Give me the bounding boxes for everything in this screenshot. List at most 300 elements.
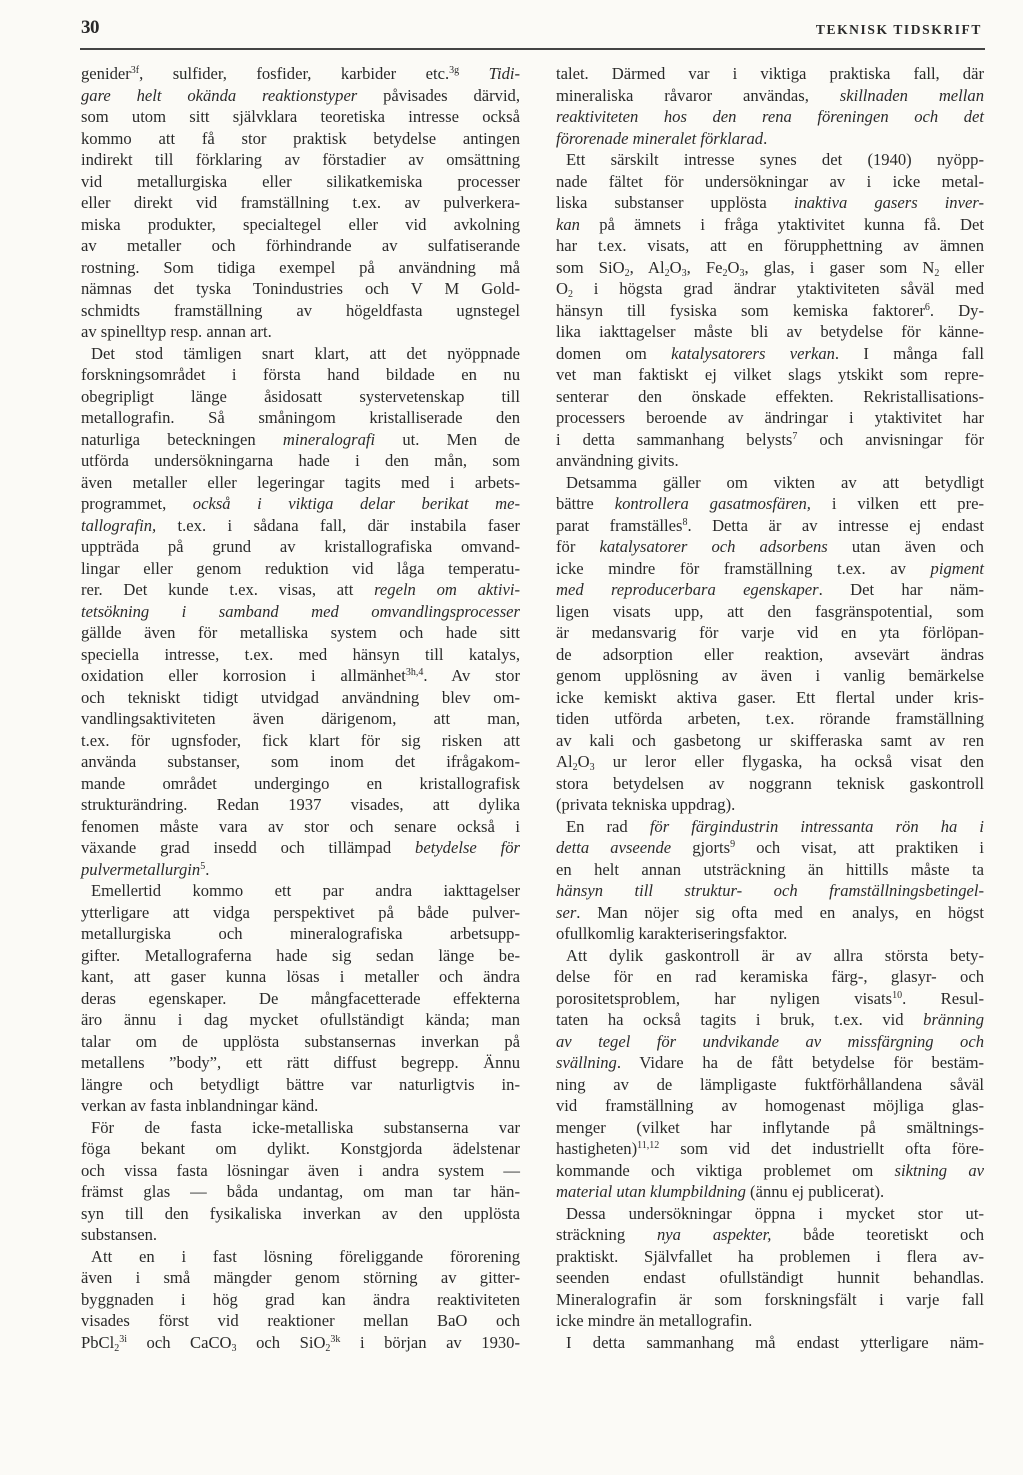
text-run: Al (556, 752, 573, 771)
text-line (556, 85, 984, 107)
text-run: talet. Därmed var i viktiga praktiska fall, där (556, 64, 984, 83)
text-run: processers beroende av ändringar i ytaktivitet har (556, 408, 984, 427)
text-run: forskningsområdet i första hand bildade en nu (81, 365, 520, 384)
text-line (556, 278, 984, 300)
chemical-subscript: 2 (567, 289, 573, 300)
text-line (81, 794, 520, 816)
text-line (556, 773, 984, 795)
header-rule (80, 48, 985, 50)
text-line (556, 1310, 984, 1332)
text-run: lika iakttagelser måste bli av betydelse för känne- (556, 322, 984, 341)
text-run: verkan av fasta inblandningar känd. (81, 1096, 319, 1115)
text-run: föga bekant om dylikt. Konstgjorda ädelstenar (81, 1139, 520, 1158)
text-run: naturliga beteckningen (81, 429, 283, 449)
text-line (81, 837, 520, 859)
text-run: sträckning (556, 1225, 657, 1244)
text-run: O (669, 257, 682, 277)
text-line (556, 1246, 984, 1268)
text-run: indirekt till förklaring av förstadier av omsättning (81, 150, 520, 169)
reference-superscript: 9 (730, 839, 736, 850)
text-run: senterar den önskade effekten. Rekristallisations- (556, 386, 984, 406)
italic-text: reaktiviteten hos den rena föreningen och det (556, 107, 984, 126)
italic-text: för färgindustrin intressanta rön ha i (649, 816, 985, 836)
paragraph (556, 63, 984, 149)
chemical-subscript: 2 (114, 1342, 120, 1354)
text-line (556, 751, 984, 773)
text-run: ofullkomlig karakteriseringsfaktor. (556, 924, 788, 943)
text-run: . Dy- (929, 300, 984, 320)
text-run: byggnaden i hög grad kan ändra reaktiviteten (81, 1289, 520, 1309)
chemical-subscript: 2 (934, 267, 940, 279)
text-line (556, 687, 984, 709)
text-line (556, 214, 984, 236)
text-line (81, 665, 520, 687)
text-run: även i små mängder genom störning av gitter- (81, 1268, 520, 1287)
text-line (556, 601, 984, 623)
text-line (81, 1310, 520, 1332)
text-line (556, 343, 984, 365)
text-line (556, 708, 984, 730)
text-line (556, 622, 984, 644)
text-run: utförda undersökningarna hade i den mån, som (81, 451, 520, 470)
text-line (556, 257, 984, 279)
text-line (556, 1332, 984, 1354)
text-run: vet man faktiskt ej vilket slags ytskikt som repre- (556, 365, 984, 384)
text-run: Detsamma gäller om vikten av att betydligt (566, 472, 984, 492)
text-line (81, 321, 520, 343)
reference-superscript: 6 (924, 301, 930, 313)
text-run: Mineralografin är som forskningsfält i varje fall (556, 1289, 984, 1309)
text-run: i början av 1930- (340, 1332, 520, 1352)
text-run: vandlingsaktiviteten även därigenom, att man, (81, 709, 520, 728)
text-run: nade fältet för undersökningar av i icke metal- (556, 171, 984, 191)
text-line (81, 880, 520, 902)
text-run: nämnas det tyska Tonindustries och V M Gold- (81, 279, 520, 298)
text-run: genider (81, 64, 131, 83)
text-run: metallurgiska och mineralografiska arbetsupp- (81, 924, 520, 943)
text-line (556, 407, 984, 429)
text-run: lingar eller genom reduktion vid låga temperatu- (81, 558, 520, 578)
paragraph (556, 1332, 984, 1354)
chemical-subscript: 3 (589, 762, 595, 773)
italic-text: tetsökning i samband med omvandlingsprocesser (81, 601, 520, 621)
text-run: . Detta är av intresse ej endast (687, 515, 984, 535)
text-run: för (556, 537, 600, 556)
text-run: genom upplösning av även i vanlig bemärkelse (556, 666, 984, 685)
text-line (556, 1181, 984, 1203)
text-run: användning givits. (556, 451, 679, 470)
text-run: domen om (556, 343, 672, 363)
text-run: uppträda på grund av kristallografiska omvand- (81, 537, 520, 556)
text-line (556, 128, 984, 150)
text-run: . Man nöjer sig ofta med en analys, en högst (576, 902, 984, 922)
text-line (81, 730, 520, 752)
reference-superscript: 10 (892, 989, 903, 1001)
italic-text: pigment (930, 558, 984, 578)
text-line (81, 493, 520, 515)
text-line (81, 579, 520, 601)
text-line (556, 450, 984, 472)
text-line (81, 1031, 520, 1053)
text-line (81, 1160, 520, 1182)
text-run: miska produkter, specialtegel eller vid avkolning (81, 214, 520, 234)
text-run: vid framställning av homogenast möjliga glas- (556, 1096, 984, 1115)
left-column (81, 63, 520, 1353)
text-line (556, 1203, 984, 1225)
text-line (81, 386, 520, 408)
reference-superscript: 3f (130, 65, 140, 76)
reference-superscript: 5 (200, 860, 206, 872)
paragraph (556, 472, 984, 816)
text-line (81, 235, 520, 257)
text-run: och visat, att praktiken i (735, 838, 985, 857)
italic-text: bränning (923, 1010, 984, 1029)
italic-text: Tidi- (488, 64, 520, 83)
italic-text: katalysatorer och adsorbens (599, 537, 828, 556)
chemical-subscript: 2 (572, 762, 578, 773)
text-run: t.ex. i sådana fall, där instabila faser (156, 515, 520, 535)
text-run: En rad (566, 816, 650, 836)
text-line (81, 558, 520, 580)
text-run: stora betydelsen av noggrann teknisk gaskontroll (556, 773, 984, 793)
text-run: och anvisningar för (797, 429, 984, 449)
text-line (556, 321, 984, 343)
text-run: bättre (556, 494, 615, 513)
text-line (556, 192, 984, 214)
text-line (81, 429, 520, 451)
text-run: metallografin. Så småningom kristalliserade den (81, 408, 520, 427)
text-run: mineraliska råvaror användas, (556, 85, 840, 105)
text-run: även metaller eller legeringar tagits med i arbets- (81, 472, 520, 492)
text-run: som vid det industriellt ofta före- (659, 1139, 984, 1158)
text-line (81, 1203, 520, 1225)
text-run: icke mindre för framställning t.ex. av (556, 558, 931, 578)
text-run: längre och betydligt bättre var naturligtvis in- (81, 1074, 520, 1094)
text-line (81, 773, 520, 795)
text-line (556, 558, 984, 580)
text-run: . Av stor (423, 666, 520, 685)
text-line (556, 923, 984, 945)
text-run: oxidation eller korrosion i allmänhet (81, 666, 406, 685)
text-line (81, 149, 520, 171)
text-run: ligen visats upp, att den fasgränspotential, som (556, 601, 984, 621)
text-run: syn till den fysikaliska inverkan av den upplösta (81, 1203, 520, 1223)
text-run: ytterligare att vidga perspektivet på både pulver- (81, 902, 520, 922)
italic-text: katalysatorers verkan (671, 343, 835, 363)
italic-text: med reproducerbara egenskaper (556, 580, 819, 599)
text-line (81, 1117, 520, 1139)
text-run: i högsta grad ändrar ytaktiviteten såväl med (572, 279, 984, 298)
text-line (556, 536, 984, 558)
italic-text: av tegel för undvikande av missfärgning och (556, 1031, 984, 1051)
text-run: Att en i fast lösning föreliggande förorening (91, 1246, 520, 1266)
text-run: , glas, i gaser som N (744, 257, 935, 277)
text-line (556, 880, 984, 902)
text-line (81, 171, 520, 193)
italic-text: gare helt okända reaktionstyper (81, 85, 358, 105)
text-line (81, 1181, 520, 1203)
text-run: och tekniskt tidigt utvidgad användning blev om- (81, 687, 520, 707)
text-line (556, 1138, 984, 1160)
journal-title: TEKNISK TIDSKRIFT (815, 22, 982, 37)
italic-text: kan (556, 214, 580, 234)
text-run: på ämnets i fråga ytaktivitet kunna få. Det (579, 214, 984, 234)
italic-text: detta avseende (556, 838, 672, 857)
text-line (556, 386, 984, 408)
text-run: . Resul- (902, 988, 984, 1008)
text-run: O (556, 279, 568, 298)
text-run: främst glas — båda undantag, om man tar hän- (81, 1182, 520, 1201)
italic-text: förorenade mineralet förklarad (556, 128, 764, 148)
text-line (81, 472, 520, 494)
text-run: kommande och viktiga problemet om (556, 1160, 895, 1180)
text-line (556, 1074, 984, 1096)
text-run: deras egenskaper. De mångfacetterade effekterna (81, 988, 520, 1008)
text-line (556, 966, 984, 988)
text-run: och SiO (236, 1332, 326, 1352)
text-line (556, 493, 984, 515)
text-line (81, 945, 520, 967)
text-run: speciella intresse, t.ex. med hänsyn till katalys, (81, 644, 520, 664)
paragraph (81, 1246, 520, 1354)
text-run: t.ex. för ugnsfoder, fick klart för sig risken att (81, 730, 520, 750)
text-run: Ett särskilt intresse synes det (1940) nyöpp- (566, 150, 984, 169)
text-line (81, 1289, 520, 1311)
text-line (556, 149, 984, 171)
italic-text: nya aspekter, (657, 1225, 772, 1244)
text-line (81, 644, 520, 666)
text-run: Det stod tämligen snart klart, att det nyöppnade (91, 343, 520, 363)
text-run: är medansvarig för varje vid en yta förlöpan- (556, 623, 984, 642)
text-run: Att dylik gaskontroll är av allra största bety- (566, 945, 984, 965)
text-run: rostning. Som tidiga exempel på användning må (81, 257, 520, 277)
text-run: O (577, 752, 590, 771)
text-line (81, 1074, 520, 1096)
text-line (556, 515, 984, 537)
text-run: programmet, (81, 494, 193, 513)
text-run: substansen. (81, 1225, 158, 1244)
text-run: Emellertid kommo ett par andra iakttagelser (91, 881, 520, 900)
italic-text: tallografin, (81, 515, 157, 535)
italic-text: siktning av (894, 1160, 985, 1180)
text-line (556, 429, 984, 451)
chemical-subscript: 2 (722, 267, 728, 279)
text-line (81, 601, 520, 623)
text-line (556, 63, 984, 85)
paragraph (556, 945, 984, 1203)
reference-superscript: 3k (330, 1333, 341, 1345)
text-line (556, 235, 984, 257)
text-line (81, 214, 520, 236)
paragraph (556, 816, 984, 945)
text-run: har t.ex. visats, att en förupphettning av ämnen (556, 236, 984, 255)
text-line (556, 837, 984, 859)
right-column (556, 63, 984, 1353)
text-run: Dessa undersökningar öppna i mycket stor ut- (566, 1203, 984, 1223)
chemical-subscript: 3 (739, 267, 745, 279)
text-line (556, 665, 984, 687)
text-run: de adsorption eller reaktion, avsevärt ändras (556, 644, 984, 664)
text-line (81, 1095, 520, 1117)
text-run: fenomen måste vara av stor och senare också i (81, 816, 520, 836)
reference-superscript: 3g (449, 65, 460, 76)
text-run: tiden utförda arbeten, t.ex. rörande framställning (556, 709, 984, 728)
text-line (81, 708, 520, 730)
text-line (81, 966, 520, 988)
text-run: som SiO (556, 257, 625, 277)
italic-text: mineralografi (282, 429, 376, 449)
chemical-subscript: 2 (664, 267, 670, 279)
text-line (556, 579, 984, 601)
text-run: av metaller och förhindrande av sulfatiserande (81, 236, 520, 255)
text-run: ur leror eller flygaska, ha också visat den (594, 752, 984, 771)
text-run: växande grad insedd och tillämpad (81, 838, 416, 857)
text-line (556, 816, 984, 838)
text-run: mande området undergingo en kristallografisk (81, 773, 520, 793)
italic-text: material utan klumpbildning (556, 1182, 746, 1201)
text-line (81, 1009, 520, 1031)
chemical-subscript: 2 (624, 267, 630, 279)
text-run: rer. Det kunde t.ex. visas, att (81, 580, 375, 599)
text-line (556, 171, 984, 193)
text-run: som utom sitt självklara teoretiska intresse också (81, 107, 520, 126)
text-run: I detta sammanhang må endast ytterligare näm- (566, 1332, 984, 1352)
italic-text: hänsyn till struktur- och framställningsbetingel- (556, 881, 984, 900)
text-run: . (763, 128, 768, 148)
text-line (81, 85, 520, 107)
text-line (81, 1246, 520, 1268)
text-line (81, 1138, 520, 1160)
text-run: För de fasta icke-metalliska substanserna var (91, 1117, 520, 1137)
text-run: seenden endast ofullständigt hunnit behandlas. (556, 1268, 984, 1287)
paragraph (81, 63, 520, 343)
text-run: liska substanser upplösta (556, 193, 794, 212)
text-run: obegripligt länge åsidosatt systervetenskap till (81, 386, 520, 406)
text-run: både teoretiskt och (771, 1225, 984, 1244)
text-run: . Vidare ha de fått betydelse för bestäm- (616, 1053, 984, 1072)
reference-superscript: 3i (119, 1333, 127, 1345)
text-run: i vilken ett pre- (810, 494, 985, 513)
text-line (556, 1052, 984, 1074)
text-line (556, 794, 984, 816)
text-run: metallens ”body”, ett rätt diffust begrepp. Ännu (81, 1053, 520, 1072)
text-run: schmidts framställning av högeldfasta ugnstegel (81, 300, 520, 320)
text-line (556, 1224, 984, 1246)
text-run: kant, att gaser kunna lösas i metaller och ändra (81, 967, 520, 986)
chemical-subscript: 3 (231, 1342, 237, 1354)
text-line (556, 988, 984, 1010)
text-run: . (205, 859, 210, 879)
text-line (81, 622, 520, 644)
text-line (81, 1332, 520, 1354)
text-run: ut. Men de (375, 429, 520, 449)
text-run: en helt annan utsträckning än hittills måste ta (556, 859, 984, 879)
text-line (81, 63, 520, 85)
text-run: utan även och (827, 537, 984, 556)
text-run: PbCl (81, 1332, 115, 1352)
text-run: hänsyn till fysiska som kemiska faktorer (556, 300, 925, 320)
text-line (556, 1117, 984, 1139)
text-line (81, 751, 520, 773)
text-run: äro ännu i dag mycket ofullständigt kända; man (81, 1010, 520, 1029)
text-line (81, 192, 520, 214)
text-line (556, 902, 984, 924)
text-run: , Al (629, 257, 665, 277)
text-line (81, 988, 520, 1010)
text-line (81, 450, 520, 472)
text-run: visades först vid reaktioner mellan BaO och (81, 1311, 520, 1330)
text-line (556, 1009, 984, 1031)
paragraph (81, 343, 520, 881)
text-run: och CaCO (127, 1332, 232, 1352)
text-run: O (727, 257, 740, 277)
italic-text: kontrollera gasatmosfären, (614, 494, 811, 513)
text-run: kommo att få stor praktisk betydelse antingen (81, 128, 520, 148)
text-line (556, 1267, 984, 1289)
text-line (556, 472, 984, 494)
text-run: strukturändring. Redan 1937 visades, att dylika (81, 795, 520, 814)
text-run: och vissa fasta lösningar även i andra system — (81, 1160, 520, 1180)
paragraph (556, 1203, 984, 1332)
text-run: av spinelltyp resp. annan art. (81, 322, 272, 341)
text-line (556, 364, 984, 386)
text-run: talar om de upplösta substansernas inverkan på (81, 1031, 520, 1051)
text-run: icke kemiskt aktiva gaser. Ett flertal under kris- (556, 687, 984, 707)
text-run: taten ha också tagits i bruk, t.ex. vid (556, 1010, 924, 1029)
text-line (81, 278, 520, 300)
text-line (556, 1289, 984, 1311)
text-run: porositetsproblem, har nyligen visats (556, 988, 893, 1008)
text-run: praktiskt. Självfallet ha problemen i flera av- (556, 1246, 984, 1266)
text-line (556, 1160, 984, 1182)
chemical-subscript: 2 (325, 1342, 331, 1354)
italic-text: ser (556, 902, 577, 922)
text-run: parat framställes (556, 515, 683, 535)
text-run: eller (939, 257, 984, 277)
text-run: delse för en rad keramiska färg-, glasyr- och (556, 967, 984, 986)
page-number: 30 (81, 17, 99, 38)
text-line (556, 859, 984, 881)
text-line (81, 1224, 520, 1246)
text-run: gjorts (671, 838, 731, 857)
text-run: eller direkt vid framställning t.ex. av pulverkera- (81, 193, 520, 212)
text-line (81, 515, 520, 537)
text-line (556, 730, 984, 752)
text-line (556, 106, 984, 128)
text-line (81, 343, 520, 365)
text-line (81, 1052, 520, 1074)
text-run: menger (vilket har inflytande på smältnings- (556, 1117, 984, 1137)
text-run: (ännu ej publicerat). (745, 1182, 885, 1201)
chemical-subscript: 3 (681, 267, 687, 279)
reference-superscript: 3h,4 (405, 667, 424, 678)
text-line (556, 1095, 984, 1117)
text-line (81, 902, 520, 924)
text-run: ning av de lämpligaste fuktförhållandena såväl (556, 1074, 984, 1094)
text-run: gifter. Metallograferna hade sig sedan länge be- (81, 945, 520, 965)
italic-text: regeln om aktivi- (374, 580, 520, 599)
reference-superscript: 8 (682, 516, 688, 528)
text-run (459, 64, 488, 83)
text-run: vid metallurgiska eller silikatkemiska processer (81, 171, 520, 191)
text-line (556, 945, 984, 967)
text-run: hastigheten) (556, 1139, 638, 1158)
text-line (81, 407, 520, 429)
text-line (81, 128, 520, 150)
text-line (81, 300, 520, 322)
text-run: påvisades därvid, (357, 85, 520, 105)
italic-text: också i viktiga delar berikat me- (192, 494, 520, 513)
